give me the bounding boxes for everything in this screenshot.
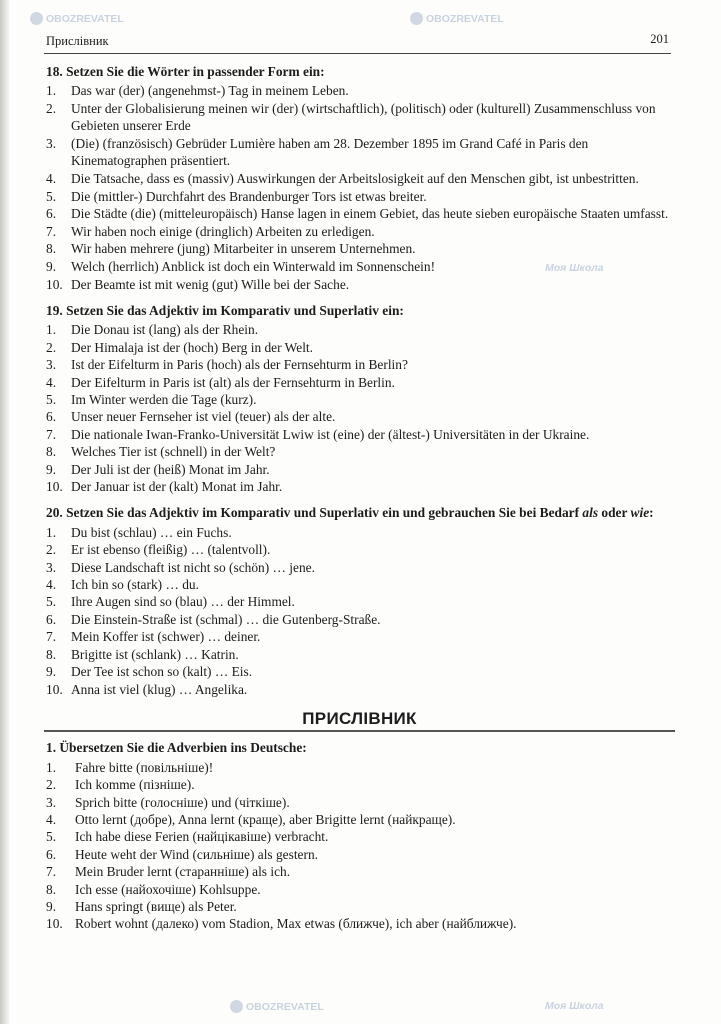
item-text: Mein Bruder lernt (старанніше) als ich. (75, 864, 291, 880)
watermark: OBOZREVATEL (30, 12, 124, 25)
item-number: 2. (46, 542, 57, 558)
list-item (44, 443, 675, 460)
item-number: 8. (46, 881, 57, 897)
item-text: Die Einstein-Straße ist (schmal) … die Gutenberg-Straße. (71, 611, 381, 627)
list-item (44, 776, 675, 793)
exercise-19 (44, 302, 675, 495)
list-item (44, 811, 675, 828)
exercise-title: 19. Setzen Sie das Adjektiv im Komparativ und Superlativ ein: (46, 302, 404, 318)
list-item (44, 611, 675, 628)
exercise-title (46, 504, 675, 521)
exercise-18 (44, 63, 675, 293)
item-text: Diese Landschaft ist nicht so (schön) … jene. (71, 559, 315, 575)
item-number: 10. (46, 916, 63, 932)
list-item (44, 205, 675, 222)
watermark: Моя Школа (545, 262, 604, 274)
item-number: 8. (46, 241, 57, 257)
page-content (44, 63, 675, 942)
item-number: 5. (46, 594, 57, 610)
list-item (44, 170, 675, 187)
item-number: 9. (46, 664, 57, 680)
item-text: Brigitte ist (schlank) … Katrin. (71, 646, 239, 662)
item-text: Ich komme (пізніше). (75, 777, 195, 793)
list-item (44, 478, 675, 495)
item-number: 8. (46, 444, 57, 460)
item-number: 7. (46, 426, 57, 442)
item-number: 2. (46, 101, 57, 116)
item-text: Otto lernt (добре), Anna lernt (краще), aber Brigitte lernt (найкраще). (75, 811, 456, 827)
item-text: Anna ist viel (klug) … Angelika. (71, 681, 248, 697)
exercise-title-end: : (649, 505, 654, 521)
item-number: 4. (46, 374, 57, 390)
item-number: 6. (46, 206, 57, 222)
item-number: 3. (46, 357, 57, 373)
item-text: Heute weht der Wind (сильніше) als gestern. (75, 846, 319, 862)
item-text: Der Beamte ist mit wenig (gut) Wille bei der Sache. (71, 276, 350, 292)
watermark-logo-icon (230, 1000, 243, 1013)
list-item (44, 541, 675, 558)
list-item (44, 646, 675, 663)
exercise-title: 18. Setzen Sie die Wörter in passender Form ein: (46, 64, 325, 79)
page-number: 201 (650, 32, 669, 46)
item-number: 9. (46, 898, 57, 914)
list-item (44, 663, 675, 680)
list-item (44, 524, 675, 541)
list-item (44, 426, 675, 443)
item-text: Ich habe diese Ferien (найцікавіше) verbracht. (75, 829, 329, 845)
list-item (44, 593, 675, 610)
list-item (44, 915, 675, 932)
item-number: 6. (46, 846, 57, 862)
list-item (44, 135, 675, 170)
list-item (44, 828, 675, 845)
item-number: 6. (46, 611, 57, 627)
item-number: 8. (46, 646, 57, 662)
list-item (44, 681, 675, 698)
exercise-list (44, 321, 675, 495)
item-text: Der Tee ist schon so (kalt) … Eis. (71, 664, 253, 680)
item-number: 1. (46, 759, 57, 775)
section-divider (44, 730, 675, 732)
item-text: Sprich bitte (голосніше) und (чіткіше). (75, 794, 290, 810)
list-item (44, 576, 675, 593)
list-item (44, 258, 675, 275)
list-item (44, 276, 675, 293)
list-item (44, 846, 675, 863)
item-text: Die nationale Iwan-Franko-Universität Lwiw ist (eine) der (ältest-) Universitäten in der Ukraine. (71, 426, 590, 442)
list-item (44, 628, 675, 645)
item-number: 1. (46, 83, 57, 99)
item-text: Im Winter werden die Tage (kurz). (71, 392, 257, 407)
list-item (44, 559, 675, 576)
list-item (44, 356, 675, 373)
exercise-title-main: 20. Setzen Sie das Adjektiv im Komparativ und Superlativ ein und gebrauchen Sie bei Bedarf (46, 505, 583, 521)
list-item (44, 188, 675, 205)
exercise-title-als: als (582, 505, 599, 521)
list-item (44, 898, 675, 915)
exercise-title-oder: oder (598, 505, 631, 521)
list-item (44, 881, 675, 898)
exercise-adverbs-1 (44, 739, 675, 932)
list-item (44, 240, 675, 257)
list-item (44, 461, 675, 478)
item-number: 7. (46, 864, 57, 880)
exercise-list (44, 82, 675, 293)
watermark-logo-icon (30, 12, 43, 25)
list-item (44, 759, 675, 776)
list-item (44, 223, 675, 240)
item-number: 10. (46, 681, 63, 697)
watermark-logo-icon (410, 12, 423, 25)
watermark: OBOZREVATEL (410, 12, 504, 25)
watermark: OBOZREVATEL (230, 1000, 324, 1013)
item-text: Unter der Globalisierung meinen wir (der) (wirtschaftlich), (politisch) oder (kulturell) Zusammenschluss von Gebieten unserer Erde (71, 101, 656, 134)
item-text: Ich esse (найохочіше) Kohlsuppe. (75, 881, 261, 897)
list-item (44, 391, 675, 408)
item-text: Der Juli ist der (heiß) Monat im Jahr. (71, 461, 270, 477)
item-text: Der Himalaja ist der (hoch) Berg in der Welt. (71, 339, 313, 355)
item-text: Er ist ebenso (fleißig) … (talentvoll). (71, 542, 271, 558)
item-number: 4. (46, 577, 57, 593)
item-text: Mein Koffer ist (schwer) … deiner. (71, 629, 261, 645)
item-number: 3. (46, 794, 57, 810)
item-text: Die (mittler-) Durchfahrt des Brandenburger Tors ist etwas breiter. (71, 188, 427, 204)
item-text: Fahre bitte (повільніше)! (75, 759, 214, 775)
item-text: Du bist (schlau) … ein Fuchs. (71, 524, 232, 540)
item-text: Hans springt (вище) als Peter. (75, 898, 237, 914)
item-number: 4. (46, 811, 57, 827)
list-item (44, 339, 675, 356)
item-text: Die Städte (die) (mitteleuropäisch) Hanse lagen in einem Gebiet, das heute sieben europäische Staaten umfasst. (71, 206, 669, 222)
item-text: Wir haben mehrere (jung) Mitarbeiter in unserem Unternehmen. (71, 241, 416, 257)
header-title: Прислівник (46, 34, 109, 48)
exercise-list (44, 759, 675, 933)
item-number: 2. (46, 777, 57, 793)
list-item (44, 321, 675, 338)
page-binding-shadow (0, 0, 9, 1024)
item-number: 7. (46, 223, 57, 239)
item-text: Ich bin so (stark) … du. (71, 577, 199, 593)
item-text: (Die) (französisch) Gebrüder Lumière haben am 28. Dezember 1895 im Grand Café in Paris den Kinematographen präsentiert. (71, 136, 589, 169)
item-number: 2. (46, 339, 57, 355)
list-item (44, 408, 675, 425)
item-number: 3. (46, 559, 57, 575)
item-text: Die Donau ist (lang) als der Rhein. (71, 322, 259, 338)
section-heading: ПРИСЛІВНИК (302, 708, 417, 728)
item-text: Robert wohnt (далеко) vom Stadion, Max etwas (ближче), ich aber (найближче). (75, 916, 517, 932)
exercise-20 (44, 504, 675, 697)
item-text: Welches Tier ist (schnell) in der Welt? (71, 444, 276, 460)
item-number: 6. (46, 409, 57, 425)
exercise-list (44, 524, 675, 698)
item-number: 10. (46, 479, 63, 495)
item-number: 7. (46, 629, 57, 645)
item-number: 1. (46, 322, 57, 338)
item-number: 4. (46, 171, 57, 186)
item-number: 9. (46, 461, 57, 477)
item-text: Die Tatsache, dass es (massiv) Auswirkungen der Arbeitslosigkeit auf den Menschen gibt, ist unbestritten. (71, 171, 639, 186)
item-number: 5. (46, 392, 57, 407)
item-text: Der Eifelturm in Paris ist (alt) als der Fernsehturm in Berlin. (71, 374, 395, 390)
list-item (44, 374, 675, 391)
item-text: Ihre Augen sind so (blau) … der Himmel. (71, 594, 295, 610)
item-text: Unser neuer Fernseher ist viel (teuer) als der alte. (71, 409, 336, 425)
item-text: Ist der Eifelturm in Paris (hoch) als der Fernsehturm in Berlin? (71, 357, 408, 373)
header-divider (44, 53, 671, 54)
item-text: Wir haben noch einige (dringlich) Arbeiten zu erledigen. (71, 223, 375, 239)
exercise-title: 1. Übersetzen Sie die Adverbien ins Deutsche: (46, 740, 307, 756)
item-number: 9. (46, 258, 57, 274)
item-text: Der Januar ist der (kalt) Monat im Jahr. (71, 479, 283, 495)
item-number: 5. (46, 188, 57, 204)
item-number: 5. (46, 829, 57, 845)
list-item (44, 82, 675, 99)
list-item (44, 863, 675, 880)
list-item (44, 100, 675, 135)
item-number: 1. (46, 524, 57, 540)
exercise-title-wie: wie (630, 505, 650, 521)
item-text: Das war (der) (angenehmst-) Tag in meinem Leben. (71, 83, 349, 99)
item-number: 10. (46, 276, 63, 292)
list-item (44, 794, 675, 811)
item-number: 3. (46, 136, 57, 151)
item-text: Welch (herrlich) Anblick ist doch ein Winterwald im Sonnenschein! (71, 258, 436, 274)
watermark: Моя Школа (545, 1000, 604, 1012)
